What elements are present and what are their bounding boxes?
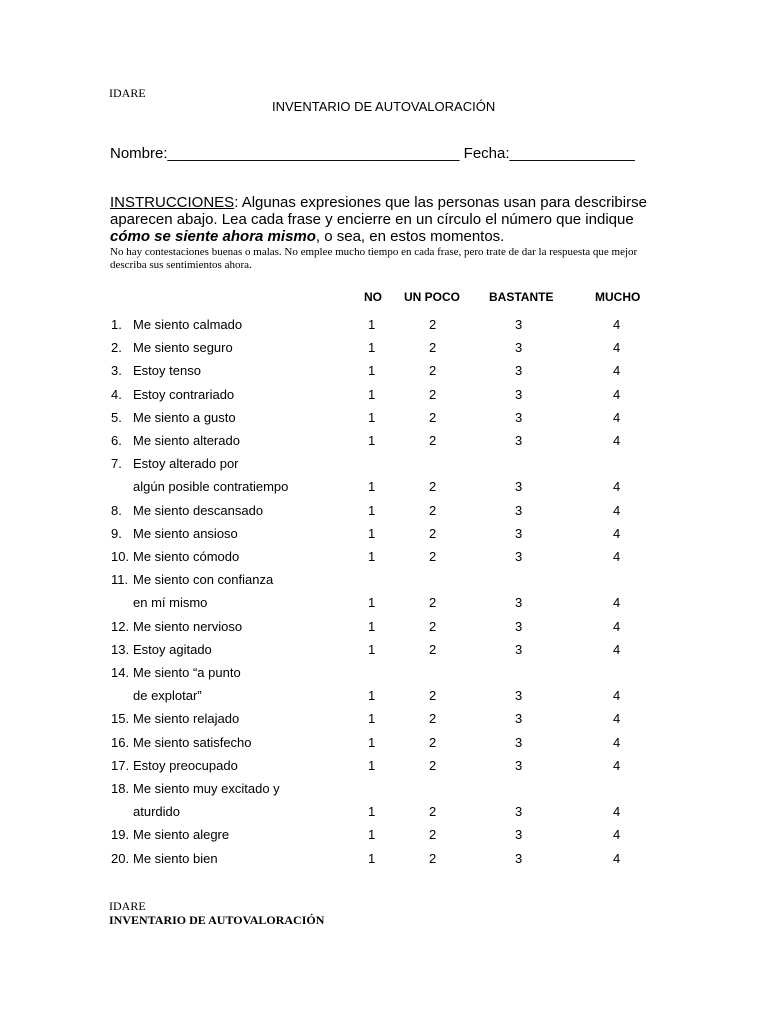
item-text: Estoy tenso xyxy=(133,363,201,379)
instructions-text-a: : Algunas expresiones que las personas usan para describirse aparecen abajo. Lea cada frase y encierre en un círculo el número que indique xyxy=(110,194,647,228)
scale-header-un-poco: UN POCO xyxy=(404,290,461,304)
item-number: 4. xyxy=(111,386,122,402)
score-option[interactable]: 1 xyxy=(368,363,376,379)
score-option[interactable]: 3 xyxy=(515,595,523,611)
item-number: 7. xyxy=(111,456,122,472)
item-row xyxy=(0,503,768,523)
score-option[interactable]: 1 xyxy=(368,734,376,750)
instructions-note: No hay contestaciones buenas o malas. No emplee mucho tiempo en cada frase, pero trate de dar la respuesta que mejor describa sus sentimientos ahora. xyxy=(110,246,638,271)
score-option[interactable]: 3 xyxy=(515,549,523,564)
score-option[interactable]: 4 xyxy=(613,711,621,727)
score-option[interactable]: 1 xyxy=(368,804,376,820)
scale-header-mucho: MUCHO xyxy=(595,290,641,304)
score-option[interactable]: 3 xyxy=(515,850,523,866)
item-number: 20. xyxy=(111,850,130,866)
score-option[interactable]: 1 xyxy=(368,409,376,425)
scale-header-bastante: BASTANTE xyxy=(489,290,554,304)
item-number: 15. xyxy=(111,711,130,727)
score-option[interactable]: 1 xyxy=(368,827,376,843)
instructions-emphasis: cómo se siente ahora mismo xyxy=(110,228,316,245)
item-text: Me siento satisfecho xyxy=(133,734,252,750)
score-option[interactable]: 3 xyxy=(515,688,523,704)
score-option[interactable]: 2 xyxy=(429,734,437,750)
score-option[interactable]: 2 xyxy=(429,641,437,657)
item-number: 13. xyxy=(111,641,130,657)
score-option[interactable]: 1 xyxy=(368,618,376,634)
score-option[interactable]: 1 xyxy=(368,317,376,332)
item-row xyxy=(0,572,768,592)
score-option[interactable]: 4 xyxy=(613,618,621,634)
score-option[interactable]: 1 xyxy=(368,549,376,564)
item-text: Me siento alegre xyxy=(133,827,230,843)
item-row xyxy=(0,410,768,430)
item-row xyxy=(0,340,768,360)
score-option[interactable]: 3 xyxy=(515,618,523,634)
item-text: Me siento muy excitado y xyxy=(133,781,280,796)
score-option[interactable]: 4 xyxy=(613,804,621,820)
score-option[interactable]: 3 xyxy=(515,711,523,727)
item-number: 3. xyxy=(111,363,122,379)
item-row xyxy=(0,456,768,476)
score-option[interactable]: 3 xyxy=(515,525,523,541)
instructions-label: INSTRUCCIONES xyxy=(110,194,235,211)
score-option[interactable]: 1 xyxy=(368,641,376,657)
score-option[interactable]: 1 xyxy=(368,479,376,495)
item-row xyxy=(0,781,768,801)
score-option[interactable]: 4 xyxy=(613,363,621,379)
item-text: Me siento relajado xyxy=(133,711,240,727)
score-option[interactable]: 2 xyxy=(429,386,437,402)
item-row xyxy=(0,549,768,569)
instructions-text-b: , o sea, en estos momentos. xyxy=(315,228,505,245)
score-option[interactable]: 4 xyxy=(613,549,621,564)
score-option[interactable]: 1 xyxy=(368,433,376,448)
score-option[interactable]: 3 xyxy=(515,340,523,356)
item-text-continued: aturdido xyxy=(133,804,180,820)
score-option[interactable]: 2 xyxy=(429,618,437,634)
score-option[interactable]: 3 xyxy=(515,804,523,820)
score-option[interactable]: 2 xyxy=(429,340,437,356)
score-option[interactable]: 4 xyxy=(613,757,621,773)
score-option[interactable]: 1 xyxy=(368,525,376,541)
score-option[interactable]: 4 xyxy=(613,850,621,866)
score-option[interactable]: 4 xyxy=(613,688,621,704)
name-date-fields[interactable]: Nombre:___________________________________ Fecha:_______________ xyxy=(110,145,635,162)
score-option[interactable]: 2 xyxy=(429,549,437,564)
item-text: Estoy agitado xyxy=(133,641,212,657)
item-row xyxy=(0,317,768,337)
item-row xyxy=(0,642,768,662)
score-option[interactable]: 1 xyxy=(368,711,376,727)
item-text: Me siento “a punto xyxy=(133,665,241,680)
item-row-continued xyxy=(0,595,768,615)
item-row xyxy=(0,665,768,685)
score-option[interactable]: 3 xyxy=(515,502,523,518)
score-option[interactable]: 2 xyxy=(429,688,437,704)
item-number: 2. xyxy=(111,340,122,356)
score-option[interactable]: 2 xyxy=(429,711,437,727)
item-number: 12. xyxy=(111,618,130,634)
score-option[interactable]: 2 xyxy=(429,804,437,820)
item-number: 11. xyxy=(111,572,129,588)
item-row xyxy=(0,827,768,847)
score-option[interactable]: 1 xyxy=(368,688,376,704)
score-option[interactable]: 2 xyxy=(429,850,437,866)
footer-code: IDARE xyxy=(109,899,146,913)
score-option[interactable]: 3 xyxy=(515,479,523,495)
item-number: 9. xyxy=(111,525,122,541)
score-option[interactable]: 2 xyxy=(429,525,437,541)
item-number: 16. xyxy=(111,734,130,750)
item-number: 5. xyxy=(111,409,122,425)
item-text: Me siento cómodo xyxy=(133,549,240,564)
item-row-continued xyxy=(0,688,768,708)
item-text: Me siento con confianza xyxy=(133,572,274,588)
score-option[interactable]: 1 xyxy=(368,757,376,773)
score-option[interactable]: 2 xyxy=(429,595,437,611)
score-option[interactable]: 2 xyxy=(429,827,437,843)
score-option[interactable]: 4 xyxy=(613,734,621,750)
item-text: Estoy preocupado xyxy=(133,757,238,773)
item-row xyxy=(0,711,768,731)
item-row xyxy=(0,387,768,407)
item-number: 1. xyxy=(111,317,122,332)
score-option[interactable]: 4 xyxy=(613,386,621,402)
item-number: 17. xyxy=(111,757,130,773)
item-row-continued xyxy=(0,479,768,499)
item-text: Me siento ansioso xyxy=(133,525,238,541)
score-option[interactable]: 4 xyxy=(613,409,621,425)
score-option[interactable]: 4 xyxy=(613,479,621,495)
scale-header-no: NO xyxy=(364,290,382,304)
item-text: Me siento calmado xyxy=(133,317,243,332)
score-option[interactable]: 4 xyxy=(613,502,621,518)
item-row xyxy=(0,758,768,778)
score-option[interactable]: 1 xyxy=(368,502,376,518)
item-row-continued xyxy=(0,804,768,824)
score-option[interactable]: 3 xyxy=(515,409,523,425)
item-row xyxy=(0,619,768,639)
score-option[interactable]: 3 xyxy=(515,317,523,332)
score-option[interactable]: 3 xyxy=(515,734,523,750)
item-number: 10. xyxy=(111,549,130,564)
item-number: 18. xyxy=(111,781,130,796)
form-code: IDARE xyxy=(109,86,146,100)
item-row xyxy=(0,363,768,383)
item-text: Me siento a gusto xyxy=(133,409,236,425)
item-text-continued: de explotar” xyxy=(133,688,202,704)
score-option[interactable]: 3 xyxy=(515,827,523,843)
item-text: Me siento seguro xyxy=(133,340,233,356)
score-option[interactable]: 3 xyxy=(515,433,523,448)
footer-title: INVENTARIO DE AUTOVALORACIÓN xyxy=(109,913,325,927)
score-option[interactable]: 2 xyxy=(429,433,437,448)
item-text: Me siento nervioso xyxy=(133,618,243,634)
item-row xyxy=(0,433,768,453)
score-option[interactable]: 1 xyxy=(368,850,376,866)
item-text: Me siento bien xyxy=(133,850,218,866)
score-option[interactable]: 4 xyxy=(613,595,621,611)
score-option[interactable]: 2 xyxy=(429,757,437,773)
item-number: 8. xyxy=(111,502,122,518)
score-option[interactable]: 1 xyxy=(368,386,376,402)
score-option[interactable]: 3 xyxy=(515,386,523,402)
item-number: 6. xyxy=(111,433,122,448)
score-option[interactable]: 3 xyxy=(515,363,523,379)
score-option[interactable]: 1 xyxy=(368,340,376,356)
item-row xyxy=(0,851,768,871)
score-option[interactable]: 2 xyxy=(429,409,437,425)
form-title: INVENTARIO DE AUTOVALORACIÓN xyxy=(272,99,496,114)
score-option[interactable]: 4 xyxy=(613,340,621,356)
item-number: 19. xyxy=(111,827,130,843)
item-text: Estoy alterado por xyxy=(133,456,239,472)
score-option[interactable]: 4 xyxy=(613,433,621,448)
score-option[interactable]: 2 xyxy=(429,317,437,332)
score-option[interactable]: 4 xyxy=(613,317,621,332)
item-number: 14. xyxy=(111,665,130,680)
score-option[interactable]: 3 xyxy=(515,757,523,773)
score-option[interactable]: 3 xyxy=(515,641,523,657)
score-option[interactable]: 2 xyxy=(429,502,437,518)
item-text: Me siento alterado xyxy=(133,433,240,448)
score-option[interactable]: 1 xyxy=(368,595,376,611)
item-row xyxy=(0,526,768,546)
item-text-continued: en mí mismo xyxy=(133,595,208,611)
item-text: Estoy contrariado xyxy=(133,386,235,402)
score-option[interactable]: 4 xyxy=(613,525,621,541)
item-text: Me siento descansado xyxy=(133,502,264,518)
item-text-continued: algún posible contratiempo xyxy=(133,479,289,495)
score-option[interactable]: 4 xyxy=(613,641,621,657)
score-option[interactable]: 4 xyxy=(613,827,621,843)
instructions xyxy=(110,194,670,245)
score-option[interactable]: 2 xyxy=(429,363,437,379)
score-option[interactable]: 2 xyxy=(429,479,437,495)
item-row xyxy=(0,735,768,755)
